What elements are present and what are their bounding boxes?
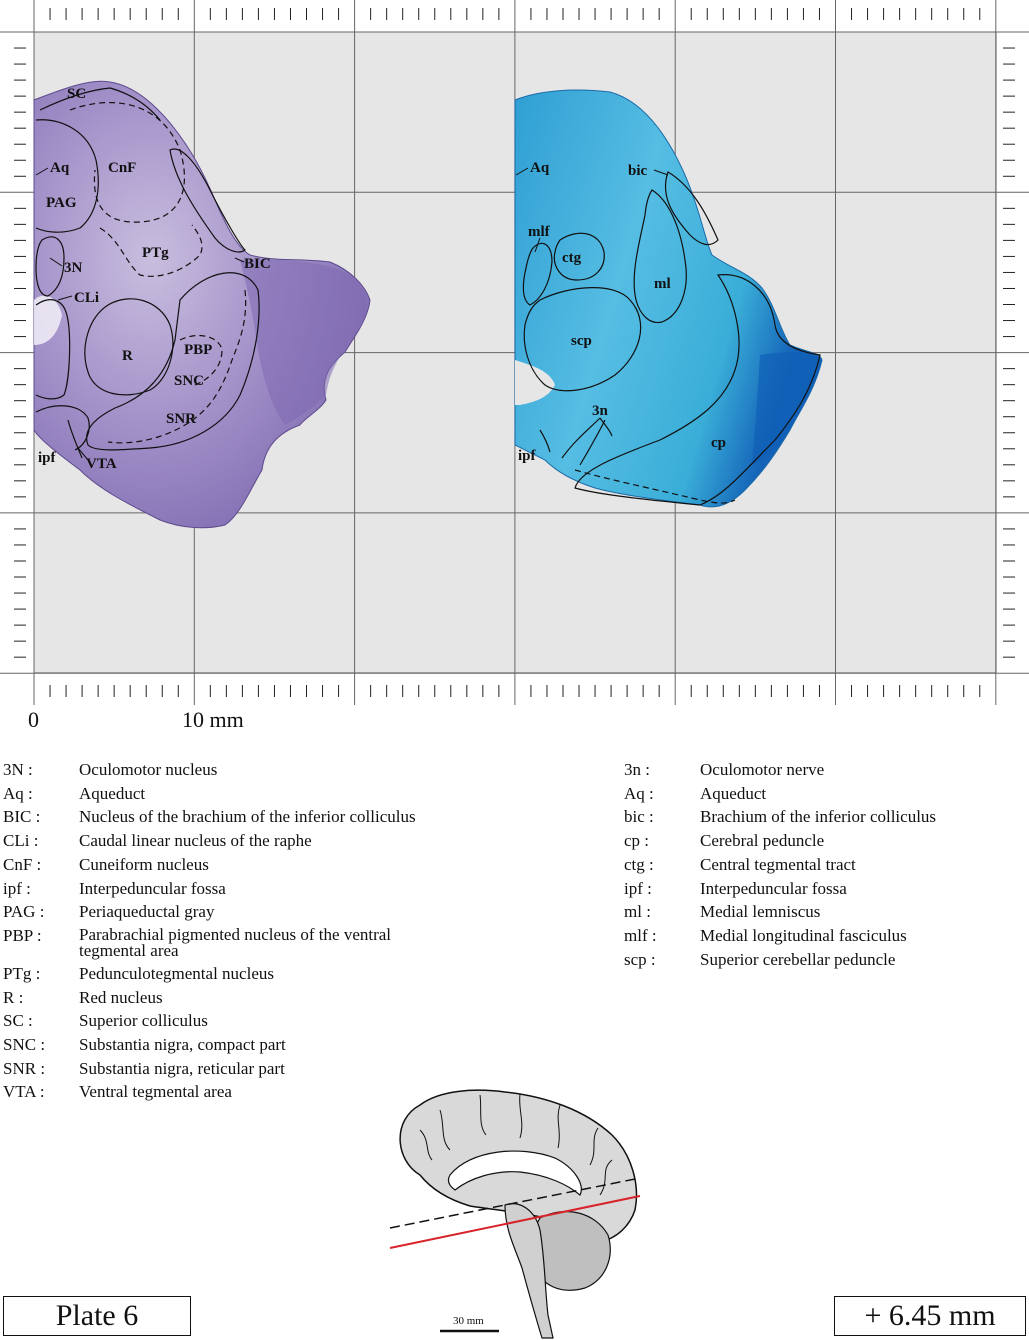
legend-abbr: PBP : bbox=[3, 925, 42, 945]
legend-row bbox=[624, 758, 936, 782]
legend-row bbox=[3, 962, 459, 986]
section-position-box: + 6.45 mm bbox=[834, 1296, 1026, 1336]
legend-abbr: PTg : bbox=[3, 963, 41, 983]
legend-abbr: PAG : bbox=[3, 902, 45, 922]
axis-tick-label: 10 mm bbox=[182, 707, 244, 732]
legend-row bbox=[624, 853, 936, 877]
label-scp: scp bbox=[571, 333, 592, 349]
label-3n-upper: 3N bbox=[64, 260, 83, 276]
legend-abbr: cp : bbox=[624, 831, 650, 851]
plate-number-box: Plate 6 bbox=[3, 1296, 191, 1336]
legend-desc: Oculomotor nucleus bbox=[79, 760, 218, 779]
legend-abbr: Aq : bbox=[3, 783, 33, 803]
legend-desc: Interpeduncular fossa bbox=[79, 878, 226, 898]
legend-abbr: SC : bbox=[3, 1011, 33, 1031]
legend-desc: Substantia nigra, compact part bbox=[79, 1035, 286, 1055]
label-3n-lower: 3n bbox=[592, 403, 608, 419]
legend-row bbox=[624, 900, 936, 924]
legend-row bbox=[624, 805, 936, 829]
label-ctg: ctg bbox=[562, 250, 582, 266]
legend-desc: Periaqueductal gray bbox=[79, 902, 215, 922]
legend-row bbox=[3, 1033, 459, 1057]
label-aq-left: Aq bbox=[50, 160, 70, 176]
legend-desc: Caudal linear nucleus of the raphe bbox=[79, 831, 312, 851]
legend-abbr: 3n : bbox=[624, 760, 650, 779]
label-snr: SNR bbox=[166, 411, 197, 427]
scale-bar-label: 30 mm bbox=[453, 1315, 484, 1327]
legend-desc: Medial longitudinal fasciculus bbox=[700, 925, 907, 945]
legend-row bbox=[3, 782, 459, 806]
legend-desc: Parabrachial pigmented nucleus of the ventral tegmental area bbox=[79, 924, 392, 960]
label-bic-upper: BIC bbox=[244, 256, 271, 272]
legend-row bbox=[3, 924, 459, 962]
legend-desc: Cerebral peduncle bbox=[700, 831, 825, 851]
legend-abbr: SNC : bbox=[3, 1035, 46, 1055]
axis-origin-label: 0 bbox=[28, 707, 39, 732]
legend-abbr: scp : bbox=[624, 949, 656, 969]
legend-desc: Pedunculotegmental nucleus bbox=[79, 963, 274, 983]
legend-desc: Substantia nigra, reticular part bbox=[79, 1058, 285, 1078]
legend-abbr: ipf : bbox=[624, 878, 652, 898]
legend-row bbox=[3, 1009, 459, 1033]
legend-row bbox=[3, 805, 459, 829]
legend-left bbox=[3, 758, 459, 1104]
legend-abbr: ml : bbox=[624, 902, 651, 922]
label-cp: cp bbox=[711, 435, 726, 451]
legend-desc: Cuneiform nucleus bbox=[79, 854, 209, 874]
label-bic-lower: bic bbox=[628, 163, 648, 179]
legend-desc: Brachium of the inferior colliculus bbox=[700, 807, 937, 827]
label-sc: SC bbox=[67, 86, 87, 102]
legend-abbr: VTA : bbox=[3, 1082, 45, 1102]
legend-row bbox=[3, 1080, 459, 1104]
legend-abbr: ipf : bbox=[3, 878, 31, 898]
legend-row bbox=[624, 782, 936, 806]
legend-abbr: CnF : bbox=[3, 854, 42, 874]
legend-desc: Red nucleus bbox=[79, 987, 163, 1007]
label-snc: SNC bbox=[174, 373, 205, 389]
label-ipf-left: ipf bbox=[38, 450, 56, 466]
legend-row bbox=[3, 986, 459, 1010]
legend-abbr: BIC : bbox=[3, 807, 41, 827]
legend-abbr: bic : bbox=[624, 807, 654, 827]
sagittal-brain-icon bbox=[390, 1090, 640, 1338]
legend-row bbox=[3, 829, 459, 853]
legend-abbr: mlf : bbox=[624, 925, 657, 945]
label-vta: VTA bbox=[86, 456, 117, 472]
label-ptg: PTg bbox=[142, 245, 169, 261]
label-pag: PAG bbox=[46, 195, 77, 211]
legend-desc: Aqueduct bbox=[700, 783, 767, 803]
legend-row bbox=[624, 924, 936, 948]
legend-desc: Superior colliculus bbox=[79, 1011, 208, 1031]
legend-abbr: ctg : bbox=[624, 854, 654, 874]
legend-row bbox=[3, 853, 459, 877]
label-mlf: mlf bbox=[528, 224, 550, 240]
label-cli: CLi bbox=[74, 290, 100, 306]
legend-row bbox=[624, 829, 936, 853]
legend-row bbox=[3, 877, 459, 901]
legend-abbr: SNR : bbox=[3, 1058, 46, 1078]
label-ipf-right: ipf bbox=[518, 448, 536, 464]
legend-desc: Central tegmental tract bbox=[700, 854, 856, 874]
legend-row bbox=[3, 900, 459, 924]
legend-row bbox=[3, 1057, 459, 1081]
label-r: R bbox=[122, 348, 133, 364]
label-cnf: CnF bbox=[108, 160, 137, 176]
legend-row bbox=[624, 877, 936, 901]
legend-abbr: Aq : bbox=[624, 783, 654, 803]
legend-right bbox=[624, 758, 936, 971]
legend-desc: Superior cerebellar peduncle bbox=[700, 949, 896, 969]
label-pbp: PBP bbox=[184, 342, 213, 358]
legend-desc: Oculomotor nerve bbox=[700, 760, 825, 779]
legend-abbr: CLi : bbox=[3, 831, 39, 851]
label-aq-right: Aq bbox=[530, 160, 550, 176]
legend-abbr: R : bbox=[3, 987, 24, 1007]
legend-row bbox=[3, 758, 459, 782]
legend-desc: Nucleus of the brachium of the inferior colliculus bbox=[79, 807, 416, 827]
legend-abbr: 3N : bbox=[3, 760, 33, 779]
legend-row bbox=[624, 948, 936, 972]
legend-desc: Ventral tegmental area bbox=[79, 1082, 232, 1102]
legend-desc: Interpeduncular fossa bbox=[700, 878, 847, 898]
legend-desc: Medial lemniscus bbox=[700, 902, 821, 922]
label-ml: ml bbox=[654, 276, 671, 292]
legend-desc: Aqueduct bbox=[79, 783, 146, 803]
